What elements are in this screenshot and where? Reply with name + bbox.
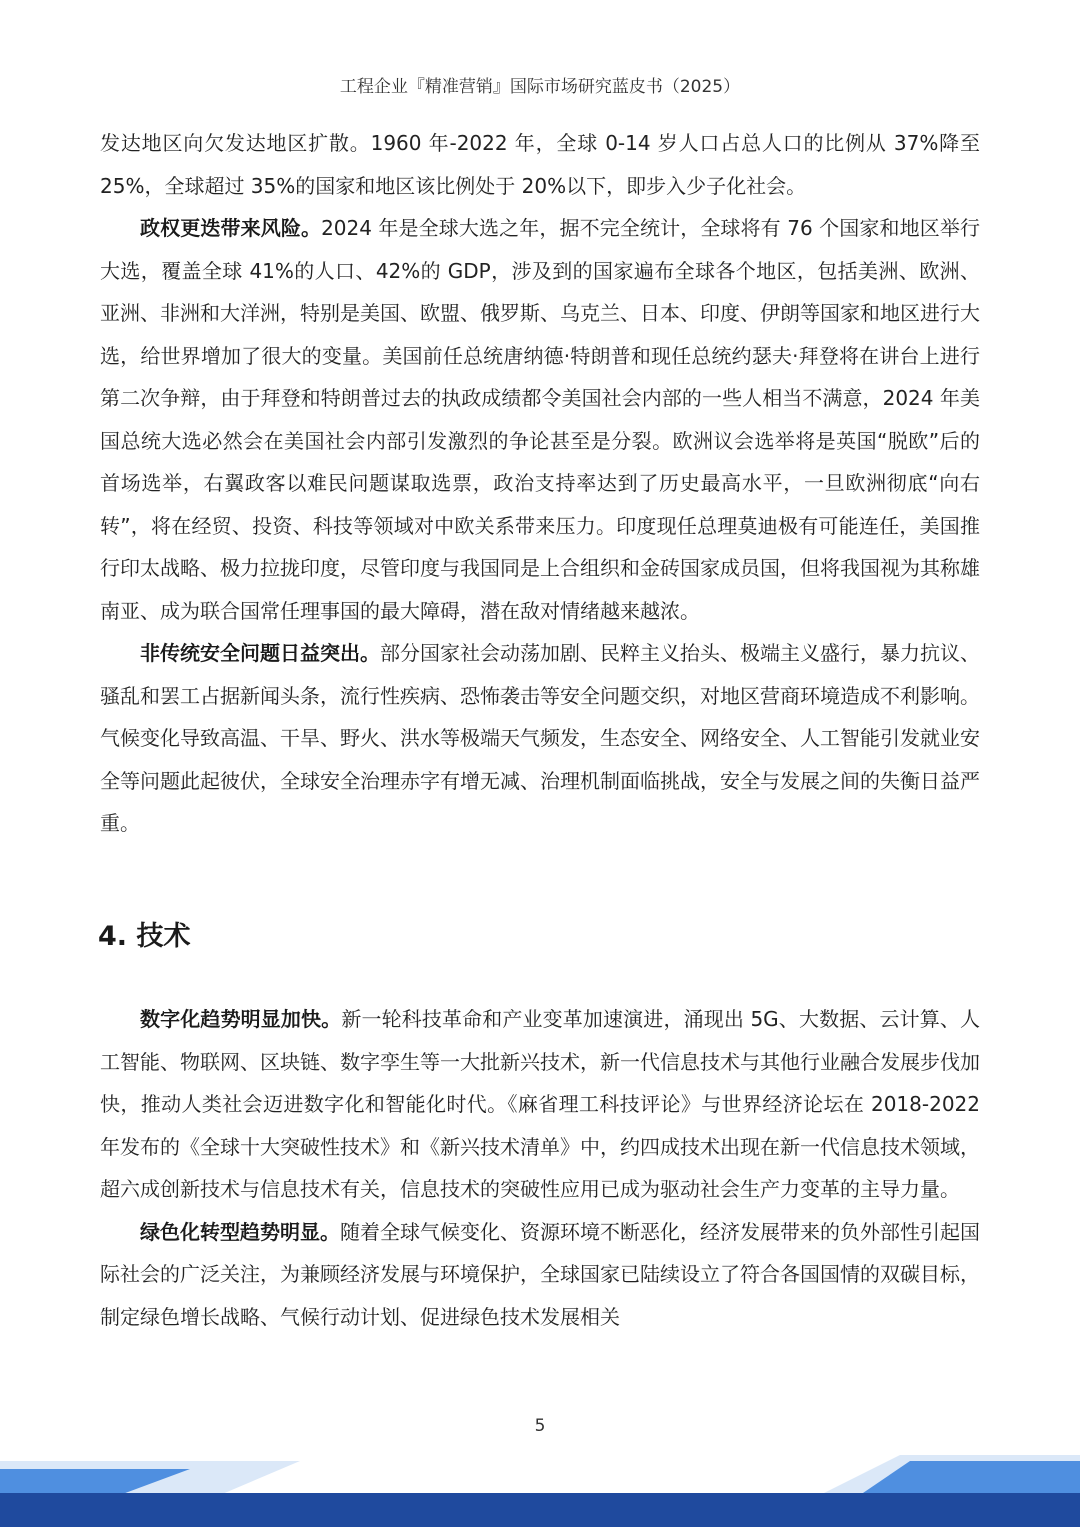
footer-decoration bbox=[0, 1455, 1080, 1527]
paragraph-digital-text: 新一轮科技革命和产业变革加速演进，涌现出 5G、大数据、云计算、人工智能、物联网、区块链、数字孪生等一大批新兴技术，新一代信息技术与其他行业融合发展步伐加快，推动人类社会迈进数字化和智能化时代。《麻省理工科技评论》与世界经济论坛在 2018-2022 年发布的《全球十大突破性技术》和《新兴技术清单》中，约四成技术出现在新一代信息技术领域，超六成创新技术与信息技术有关，信息技术的突破性应用已成为驱动社会生产力变革的主导力量。 bbox=[100, 1007, 980, 1201]
paragraph-green bbox=[100, 1211, 980, 1339]
paragraph-security bbox=[100, 632, 980, 845]
paragraph-green-text: 随着全球气候变化、资源环境不断恶化，经济发展带来的负外部性引起国际社会的广泛关注，为兼顾经济发展与环境保护，全球国家已陆续设立了符合各国国情的双碳目标，制定绿色增长战略、气候行动计划、促进绿色技术发展相关 bbox=[100, 1219, 980, 1329]
body-text-lower bbox=[100, 998, 980, 1338]
paragraph-digital bbox=[100, 998, 980, 1211]
paragraph-politics-text: 2024 年是全球大选之年，据不完全统计，全球将有 76 个国家和地区举行大选，覆盖全球 41%的人口、42%的 GDP，涉及到的国家遍布全球各个地区，包括美洲、欧洲、亚洲、非洲和大洋洲，特别是美国、欧盟、俄罗斯、乌克兰、日本、印度、伊朗等国家和地区进行大选，给世界增加了很大的变量。美国前任总统唐纳德·特朗普和现任总统约瑟夫·拜登将在讲台上进行第二次争辩，由于拜登和特朗普过去的执政成绩都令美国社会内部的一些人相当不满意，2024 年美国总统大选必然会在美国社会内部引发激烈的争论甚至是分裂。欧洲议会选举将是英国“脱欧”后的首场选举，右翼政客以难民问题谋取选票，政治支持率达到了历史最高水平，一旦欧洲彻底“向右转”，将在经贸、投资、科技等领域对中欧关系带来压力。印度现任总理莫迪极有可能连任，美国推行印太战略、极力拉拢印度，尽管印度与我国同是上合组织和金砖国家成员国，但将我国视为其称雄南亚、成为联合国常任理事国的最大障碍，潜在敌对情绪越来越浓。 bbox=[100, 216, 981, 623]
paragraph-population bbox=[100, 122, 980, 207]
document-header: 工程企业『精准营销』国际市场研究蓝皮书（2025） bbox=[339, 77, 741, 97]
paragraph-security-text: 部分国家社会动荡加剧、民粹主义抬头、极端主义盛行，暴力抗议、骚乱和罢工占据新闻头条，流行性疾病、恐怖袭击等安全问题交织，对地区营商环境造成不利影响。气候变化导致高温、干旱、野火、洪水等极端天气频发，生态安全、网络安全、人工智能引发就业安全等问题此起彼伏，全球安全治理赤字有增无减、治理机制面临挑战，安全与发展之间的失衡日益严重。 bbox=[100, 641, 980, 835]
section-heading-technology: 4. 技术 bbox=[98, 921, 191, 952]
paragraph-green-lead: 绿色化转型趋势明显。 bbox=[140, 1219, 340, 1244]
footer-band-dark bbox=[0, 1493, 1080, 1527]
paragraph-politics bbox=[100, 207, 980, 632]
paragraph-population-text: 发达地区向欠发达地区扩散。1960 年-2022 年，全球 0-14 岁人口占总人口的比例从 37%降至 25%，全球超过 35%的国家和地区该比例处于 20%以下，即步入少子化社会。 bbox=[100, 131, 980, 198]
paragraph-politics-lead: 政权更迭带来风险。 bbox=[140, 216, 322, 240]
page-number: 5 bbox=[534, 1416, 546, 1436]
paragraph-digital-lead: 数字化趋势明显加快。 bbox=[140, 1007, 342, 1031]
body-text-upper bbox=[100, 122, 980, 845]
paragraph-security-lead: 非传统安全问题日益突出。 bbox=[140, 641, 380, 665]
